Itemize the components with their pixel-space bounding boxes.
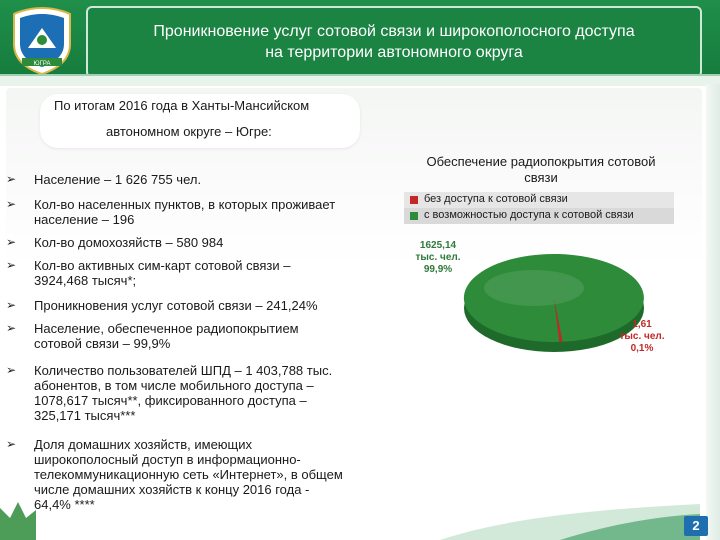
page-title-line2: на территории автономного округа <box>265 44 523 61</box>
fact-line: широкополосный доступ в информационно- <box>34 452 301 467</box>
chart-title-line1: Обеспечение радиопокрытия сотовой <box>426 154 656 169</box>
fact-line: телекоммуникационную сеть «Интернет», в общем <box>34 467 343 482</box>
fact-line: абонентов, в том числе мобильного доступа – <box>34 378 314 393</box>
arrow-bullet-icon: ➢ <box>6 363 17 377</box>
fact-line: числе домашних хозяйств к концу 2016 года - <box>34 482 310 497</box>
corner-ornament-bottom <box>440 500 700 540</box>
fact-line: 1078,617 тысяч**, фиксированного доступа – <box>34 393 307 408</box>
corner-ornament-left <box>0 488 36 540</box>
coat-of-arms-icon <box>8 4 76 76</box>
arrow-bullet-icon: ➢ <box>6 197 17 211</box>
fact-line: Кол-во домохозяйств – 580 984 <box>34 235 224 250</box>
intro-box <box>40 94 360 148</box>
arrow-bullet-icon: ➢ <box>6 172 17 186</box>
chart-title <box>396 154 686 186</box>
data-label-no-access-value: 1,61 <box>632 319 652 330</box>
fact-item <box>6 437 400 512</box>
page-title <box>86 6 702 78</box>
legend-swatch-no-access <box>410 196 418 204</box>
header-bar <box>0 0 720 84</box>
fact-line: Проникновения услуг сотовой связи – 241,24% <box>34 298 318 313</box>
intro-line2: автономном округе – Югре: <box>106 124 272 139</box>
fact-item <box>6 298 400 313</box>
chart-legend <box>404 192 674 224</box>
fact-line: население – 196 <box>34 212 135 227</box>
fact-item <box>6 197 400 227</box>
page-number: 2 <box>684 516 708 536</box>
arrow-bullet-icon: ➢ <box>6 298 17 312</box>
data-label-with-access-value: 1625,14 <box>419 240 457 251</box>
intro-line1: По итогам 2016 года в Ханты-Мансийском <box>54 98 310 113</box>
arrow-bullet-icon: ➢ <box>6 235 17 249</box>
fact-line: сотовой связи – 99,9% <box>34 336 171 351</box>
chart-title-line2: связи <box>524 170 558 185</box>
data-label-with-access-unit: тыс. чел. <box>415 252 461 263</box>
legend-swatch-with-access <box>410 212 418 220</box>
legend-label-with-access: с возможностью доступа к сотовой связи <box>424 209 634 221</box>
data-label-no-access-percent: 0,1% <box>630 343 654 354</box>
arrow-bullet-icon: ➢ <box>6 258 17 272</box>
data-label-no-access-unit: тыс. чел. <box>619 331 665 342</box>
fact-item <box>6 235 400 250</box>
arrow-bullet-icon: ➢ <box>6 437 17 451</box>
right-edge-decoration <box>706 84 720 540</box>
fact-line: Доля домашних хозяйств, имеющих <box>34 437 253 452</box>
data-label-with-access <box>406 240 470 276</box>
fact-line: Население, обеспеченное радиопокрытием <box>34 321 299 336</box>
fact-line: 3924,468 тысяч*; <box>34 273 137 288</box>
data-label-no-access <box>610 319 674 355</box>
legend-label-no-access: без доступа к сотовой связи <box>424 193 568 205</box>
arrow-bullet-icon: ➢ <box>6 321 17 335</box>
fact-item <box>6 321 400 351</box>
emblem-text: ЮГРА <box>33 61 51 67</box>
fact-item <box>6 363 400 423</box>
fact-line: 325,171 тысяч*** <box>34 408 136 423</box>
fact-item <box>6 258 400 288</box>
fact-line: Население – 1 626 755 чел. <box>34 172 202 187</box>
fact-line: 64,4% **** <box>34 497 95 512</box>
page-title-line1: Проникновение услуг сотовой связи и широкополосного доступа <box>153 23 635 40</box>
fact-item <box>6 172 400 187</box>
pie-highlight <box>484 270 584 306</box>
fact-line: Кол-во населенных пунктов, в которых проживает <box>34 197 336 212</box>
header-ornament-stripe <box>0 74 720 86</box>
fact-line: Количество пользователей ШПД – 1 403,788 тыс. <box>34 363 333 378</box>
legend-entry-with-access <box>404 208 674 224</box>
legend-entry-no-access <box>404 192 674 208</box>
data-label-with-access-percent: 99,9% <box>423 264 453 275</box>
facts-list <box>6 164 400 512</box>
fact-line: Кол-во активных сим-карт сотовой связи – <box>34 258 291 273</box>
